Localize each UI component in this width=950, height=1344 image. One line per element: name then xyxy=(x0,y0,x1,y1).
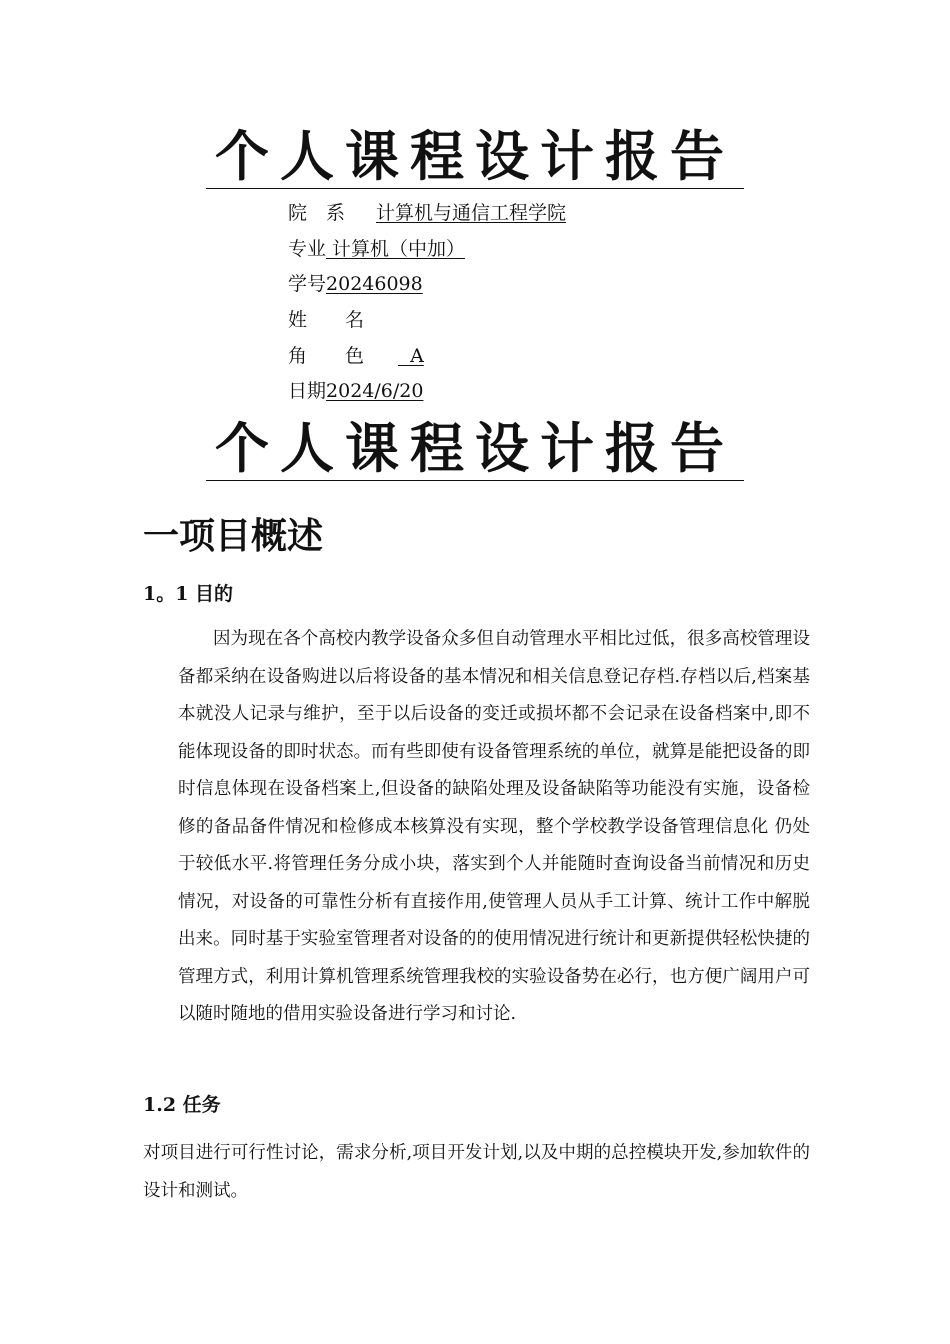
subsection-heading-task: 1.2 任务 xyxy=(143,1094,221,1116)
report-title: 个人课程设计报告 xyxy=(206,126,744,189)
info-date-row xyxy=(288,377,423,405)
date-label: 日期 xyxy=(288,380,327,402)
purpose-paragraph: 因为现在各个高校内教学设备众多但自动管理水平相比过低，很多高校管理设备都采纳在设备购进以后将设备的基本情况和相关信息登记存档.存档以后,档案基本就没人记录与维护，至于以后设备的变迁或损坏都不会记录在设备档案中,即不能体现设备的即时状态。而有些即使有设备管理系统的单位，就算是能把设备的即时信息体现在设备档案上,但设备的缺陷处理及设备缺陷等功能没有实施，设备检修的备品备件情况和检修成本核算没有实现，整个学校教学设备管理信息化 仍处于较低水平.将管理任务分成小块，落实到个人并能随时查询设备当前情况和历史情况，对设备的可靠性分析有直接作用,使管理人员从手工计算、统计工作中解脱出来。同时基于实验室管理者对设备的的使用情况进行统计和更新提供轻松快捷的管理方式，利用计算机管理系统管理我校的实验设备势在必行，也方便广阔用户可以随时随地的借用实验设备进行学习和讨论. xyxy=(178,629,810,1024)
role-value: A xyxy=(398,345,424,367)
major-label: 专业 xyxy=(288,238,327,260)
section-heading: 一项目概述 xyxy=(143,516,324,557)
subsection-heading-purpose: 1。1 目的 xyxy=(143,583,234,605)
info-student-id-row xyxy=(288,270,423,298)
report-title-repeat: 个人课程设计报告 xyxy=(206,418,744,481)
info-role-row xyxy=(288,342,424,370)
info-department-row xyxy=(288,199,566,227)
role-label: 角 色 xyxy=(288,345,365,367)
date-value: 2024/6/20 xyxy=(326,380,424,402)
major-value: 计算机（中加） xyxy=(326,238,466,260)
student-id-value: 20246098 xyxy=(326,273,423,295)
task-paragraph: 对项目进行可行性讨论，需求分析,项目开发计划,以及中期的总控模块开发,参加软件的设计和测试。 xyxy=(143,1143,810,1201)
student-id-label: 学号 xyxy=(288,273,327,295)
info-name-row xyxy=(288,306,398,334)
info-major-row xyxy=(288,235,465,263)
department-label: 院 系 xyxy=(288,202,346,224)
name-label: 姓 名 xyxy=(288,309,365,331)
department-value: 计算机与通信工程学院 xyxy=(376,202,567,224)
